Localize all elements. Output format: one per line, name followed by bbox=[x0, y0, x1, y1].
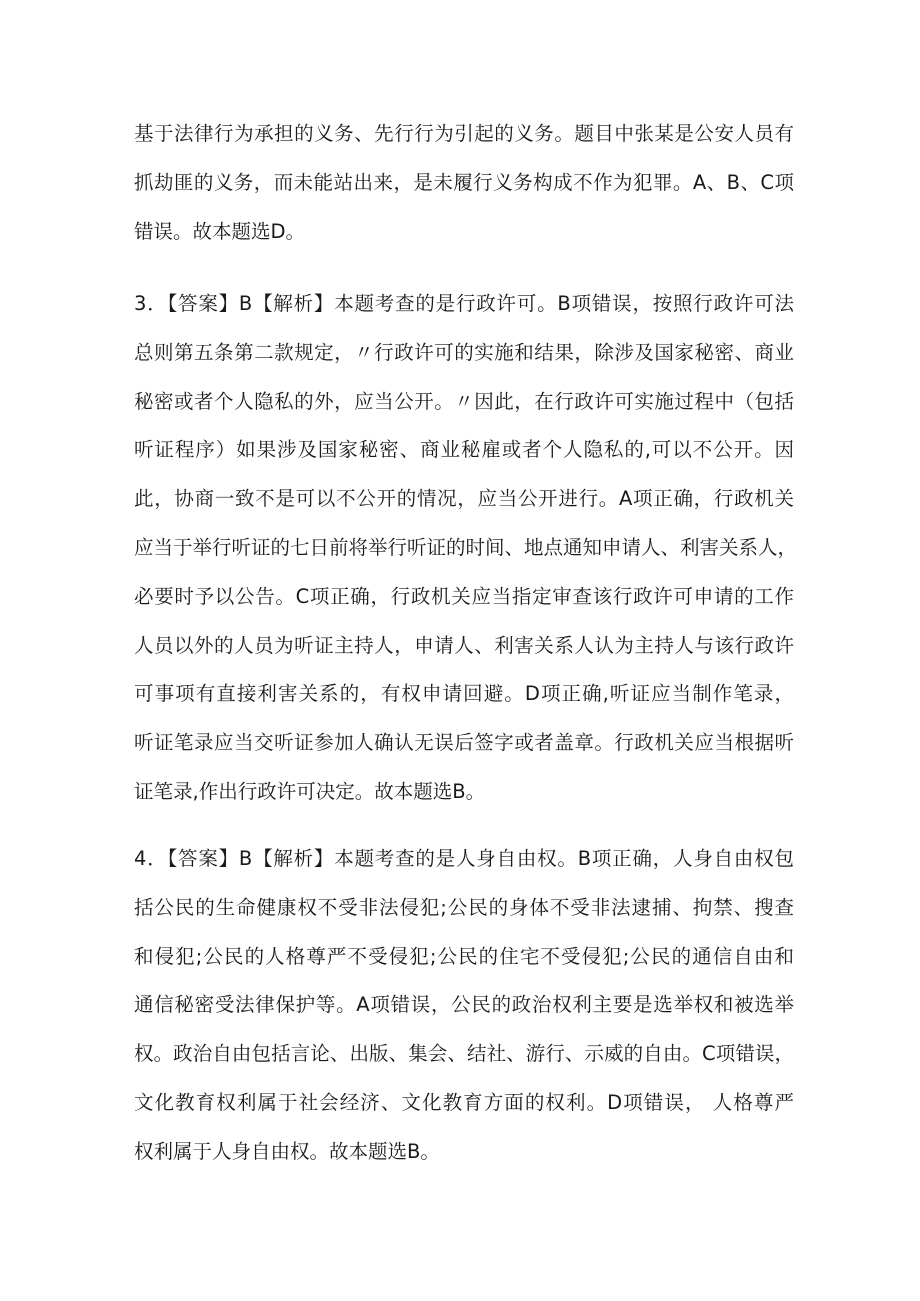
text-line: 权利属于人身自由权。故本题选B。 bbox=[134, 1139, 440, 1163]
text-line: 必要时予以公告。C项正确，行政机关应当指定审查该行政许可申请的工作 bbox=[134, 584, 794, 608]
text-line: 3．【答案】B【解析】本题考查的是行政许可。B项错误，按照行政许可法 bbox=[134, 292, 794, 315]
text-line: 括公民的生命健康权不受非法侵犯;公民的身体不受非法逮捕、拘禁、搜查 bbox=[134, 895, 794, 919]
text-line: 抓劫匪的义务，而未能站出来，是未履行义务构成不作为犯罪。A、B、C项 bbox=[134, 170, 794, 194]
text-line: 4．【答案】B【解析】本题考查的是人身自由权。B项正确，人身自由权包 bbox=[134, 847, 794, 870]
text-line: 此，协商一致不是可以不公开的情况，应当公开进行。A项正确，行政机关 bbox=[134, 487, 794, 511]
text-line: 通信秘密受法律保护等。A项错误，公民的政治权利主要是选举权和被选举 bbox=[134, 993, 794, 1017]
text-line: 应当于举行听证的七日前将举行听证的时间、地点通知申请人、利害关系人， bbox=[134, 535, 798, 559]
text-line: 可事项有直接利害关系的，有权申请回避。D项正确,听证应当制作笔录， bbox=[134, 682, 794, 706]
text-line: 和侵犯;公民的人格尊严不受侵犯;公民的住宅不受侵犯;公民的通信自由和 bbox=[134, 944, 794, 968]
text-line: 人员以外的人员为听证主持人，申请人、利害关系人认为主持人与该行政许 bbox=[134, 633, 794, 657]
text-line: 错误。故本题选D。 bbox=[134, 219, 306, 243]
paragraph-answer-3 bbox=[134, 280, 798, 817]
text-line: 秘密或者个人隐私的外，应当公开。〃因此，在行政许可实施过程中（包括 bbox=[134, 389, 794, 413]
text-line: 文化教育权利属于社会经济、文化教育方面的权利。D项错误， 人格尊严 bbox=[134, 1090, 794, 1114]
text-line: 听证程序）如果涉及国家秘密、商业秘雇或者个人隐私的,可以不公开。因 bbox=[134, 438, 794, 462]
text-line: 总则第五条第二款规定，〃行政许可的实施和结果，除涉及国家秘密、商业 bbox=[134, 340, 794, 364]
paragraph-answer-4 bbox=[134, 835, 794, 1177]
text-line: 听证笔录应当交听证参加人确认无误后签字或者盖章。行政机关应当根据听 bbox=[134, 731, 794, 755]
text-line: 权。政治自由包括言论、出版、集会、结社、游行、示威的自由。C项错误， bbox=[134, 1042, 794, 1066]
text-line: 基于法律行为承担的义务、先行行为引起的义务。题目中张某是公安人员有 bbox=[134, 122, 794, 145]
text-line: 证笔录,作出行政许可决定。故本题选B。 bbox=[134, 779, 486, 803]
paragraph-explanation-2-continued bbox=[134, 110, 794, 256]
